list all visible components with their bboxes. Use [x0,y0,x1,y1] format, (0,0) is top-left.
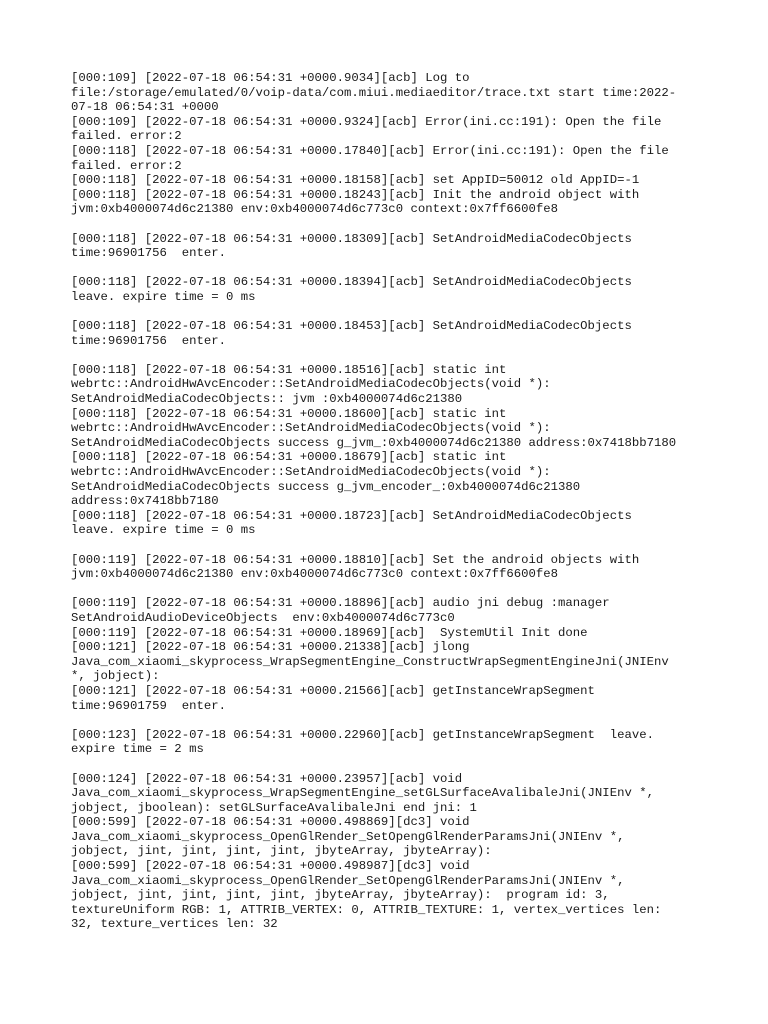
log-line: [000:118] [2022-07-18 06:54:31 +0000.18243][acb] Init the android object with [71,187,640,202]
log-line: [000:118] [2022-07-18 06:54:31 +0000.18309][acb] SetAndroidMediaCodecObjects [71,231,632,246]
log-line: *, jobject): [71,669,160,684]
log-line: [000:118] [2022-07-18 06:54:31 +0000.18679][acb] static int [71,450,507,465]
log-line: Java_com_xiaomi_skyprocess_WrapSegmentEngine_setGLSurfaceAvalibaleJni(JNIEnv *, [71,786,654,801]
log-line: SetAndroidAudioDeviceObjects env:0xb4000074d6c773c0 [71,610,455,625]
blank-line [71,713,711,728]
log-line: jobject, jboolean): setGLSurfaceAvalibaleJni end jni: 1 [71,800,477,815]
log-line: leave. expire time = 0 ms [71,523,256,538]
log-line: [000:118] [2022-07-18 06:54:31 +0000.18453][acb] SetAndroidMediaCodecObjects [71,319,632,334]
log-line: [000:123] [2022-07-18 06:54:31 +0000.22960][acb] getInstanceWrapSegment leave. [71,727,654,742]
log-line: webrtc::AndroidHwAvcEncoder::SetAndroidMediaCodecObjects(void *): [71,465,551,480]
log-line: leave. expire time = 0 ms [71,289,256,304]
blank-line [71,538,711,553]
log-line: Java_com_xiaomi_skyprocess_OpenGlRender_SetOpengGlRenderParamsJni(JNIEnv *, [71,873,625,888]
blank-line [71,217,711,232]
log-line: SetAndroidMediaCodecObjects:: jvm :0xb4000074d6c21380 [71,392,463,407]
log-line: time:96901759 enter. [71,698,226,713]
log-line: failed. error:2 [71,129,182,144]
log-line: time:96901756 enter. [71,333,226,348]
blank-line [71,582,711,597]
log-line: [000:599] [2022-07-18 06:54:31 +0000.498869][dc3] void [71,815,470,830]
log-line: Java_com_xiaomi_skyprocess_WrapSegmentEngine_ConstructWrapSegmentEngineJni(JNIEnv [71,654,669,669]
log-line: jobject, jint, jint, jint, jint, jbyteArray, jbyteArray): [71,844,492,859]
log-line: [000:109] [2022-07-18 06:54:31 +0000.9034][acb] Log to [71,71,470,85]
log-line: [000:118] [2022-07-18 06:54:31 +0000.18158][acb] set AppID=50012 old AppID=-1 [71,173,640,188]
blank-line [71,305,711,320]
log-line: webrtc::AndroidHwAvcEncoder::SetAndroidMediaCodecObjects(void *): [71,377,551,392]
log-line: expire time = 2 ms [71,742,204,757]
log-line: time:96901756 enter. [71,246,226,261]
log-line: [000:118] [2022-07-18 06:54:31 +0000.17840][acb] Error(ini.cc:191): Open the file [71,143,669,158]
log-line: 07-18 06:54:31 +0000 [71,100,219,115]
log-line: jvm:0xb4000074d6c21380 env:0xb4000074d6c773c0 context:0x7ff6600fe8 [71,567,559,582]
log-line: textureUniform RGB: 1, ATTRIB_VERTEX: 0, ATTRIB_TEXTURE: 1, vertex_vertices len: [71,902,662,917]
log-line: SetAndroidMediaCodecObjects success g_jvm_encoder_:0xb4000074d6c21380 [71,479,581,494]
log-line: SetAndroidMediaCodecObjects success g_jvm_:0xb4000074d6c21380 address:0x7418bb7180 [71,435,677,450]
log-line: [000:118] [2022-07-18 06:54:31 +0000.18394][acb] SetAndroidMediaCodecObjects [71,275,632,290]
log-line: address:0x7418bb7180 [71,494,219,509]
log-line: [000:119] [2022-07-18 06:54:31 +0000.18896][acb] audio jni debug :manager [71,596,610,611]
log-line: [000:118] [2022-07-18 06:54:31 +0000.18600][acb] static int [71,406,507,421]
blank-line [71,757,711,772]
log-line: [000:109] [2022-07-18 06:54:31 +0000.9324][acb] Error(ini.cc:191): Open the file [71,114,662,129]
log-line: [000:599] [2022-07-18 06:54:31 +0000.498987][dc3] void [71,859,470,874]
log-line: webrtc::AndroidHwAvcEncoder::SetAndroidMediaCodecObjects(void *): [71,421,551,436]
log-line: failed. error:2 [71,158,182,173]
log-line: file:/storage/emulated/0/voip-data/com.miui.mediaeditor/trace.txt start time:2022- [71,85,677,100]
log-line: Java_com_xiaomi_skyprocess_OpenGlRender_SetOpengGlRenderParamsJni(JNIEnv *, [71,829,625,844]
log-line: [000:119] [2022-07-18 06:54:31 +0000.18810][acb] Set the android objects with [71,552,640,567]
log-line: 32, texture_vertices len: 32 [71,917,278,932]
log-line: [000:121] [2022-07-18 06:54:31 +0000.21566][acb] getInstanceWrapSegment [71,683,595,698]
log-line: [000:118] [2022-07-18 06:54:31 +0000.18723][acb] SetAndroidMediaCodecObjects [71,508,632,523]
log-line: jvm:0xb4000074d6c21380 env:0xb4000074d6c773c0 context:0x7ff6600fe8 [71,202,559,217]
log-document [71,71,711,932]
log-line: jobject, jint, jint, jint, jint, jbyteArray, jbyteArray): program id: 3, [71,888,610,903]
log-line: [000:118] [2022-07-18 06:54:31 +0000.18516][acb] static int [71,362,507,377]
log-line: [000:119] [2022-07-18 06:54:31 +0000.18969][acb] SystemUtil Init done [71,625,588,640]
blank-line [71,261,711,276]
log-line: [000:124] [2022-07-18 06:54:31 +0000.23957][acb] void [71,771,463,786]
blank-line [71,348,711,363]
log-line: [000:121] [2022-07-18 06:54:31 +0000.21338][acb] jlong [71,640,470,655]
